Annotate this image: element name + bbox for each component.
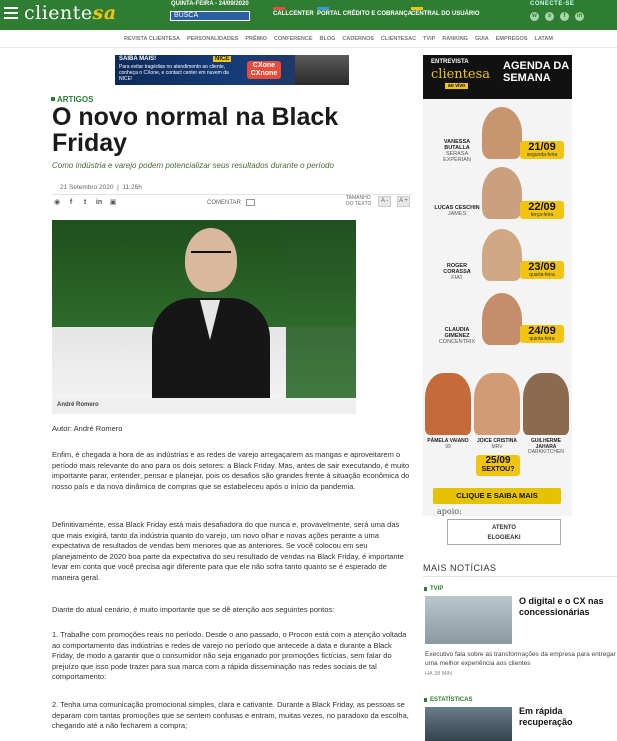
sponsor-box[interactable] [447, 519, 561, 545]
date-badge: 21/09 segunda-feira [520, 141, 564, 159]
agenda-widget[interactable] [423, 55, 572, 516]
linkedin-icon[interactable]: in [576, 13, 583, 19]
article-time: 11:26h [122, 184, 142, 191]
guest-photo [482, 293, 522, 345]
more-news-heading: MAIS NOTÍCIAS [423, 563, 497, 573]
guest-photo [474, 373, 520, 435]
article-title: O novo normal na Black Friday [52, 103, 339, 157]
article-paragraph: Enfim, é chegada a hora de as indústrias e as redes de varejo arregaçarem as mangas e aproveitarem o período mais relevante do ano para os dois setores: a Black Friday. Mas, antes de sair executando, é muito importante parar, entender, pensar e planejar, pois os desafios são grandes frente à situação econômica do nosso país e da nova dinâmica de compras que se estabeleceu após o início da pandemia. [52, 450, 410, 491]
news-time: HÁ 38 MIN [425, 671, 452, 677]
agenda-slot [423, 291, 572, 349]
date-badge: 24/09 quinta-feira [520, 325, 564, 343]
nav-item-conference[interactable]: CONFERENCE [274, 36, 313, 42]
font-increase-button[interactable]: A + [397, 196, 410, 207]
article-paragraph: Diante do atual cenário, é muito importante que se dê atenção aos seguintes pontos: [52, 605, 335, 614]
central-color-bar [411, 7, 423, 10]
central-usuario-link[interactable]: CENTRAL DO USUÁRIO [411, 7, 480, 17]
nav-item-revista[interactable]: REVISTA CLIENTESA [124, 36, 180, 42]
connect-label: CONECTE-SE [530, 1, 575, 7]
article-paragraph: Definitivamente, essa Black Friday está mais desafiadora do que nunca e, provavelmente, será uma das que mais exigirá, tanto da indústria quanto do varejo, um novo olhar e novas ações perante a uma expectativa de resultados de vendas bem menores que as anteriores. Se você colocou em seu planejamento de 2020 boa parte da expectativa do seu resultado de vendas na Black Friday, é importante levar em conta que você precisa agir diferente para que ele não sofra tanto quanto se é esperado de maneira geral. [52, 520, 404, 582]
sponsor-elogieaki: ELOGIEAKI [487, 535, 521, 541]
entrevista-label: ENTREVISTA [431, 59, 469, 65]
article-author: Autor: André Romero [52, 424, 123, 433]
nav-item-guia[interactable]: GUIA [474, 36, 489, 42]
nav-item-clientesac[interactable]: CLIENTESAC [380, 36, 417, 42]
ao-vivo-badge: ao vivo [445, 83, 468, 89]
photo-person-head [185, 228, 237, 292]
callcenter-link[interactable]: CALLCENTER [273, 7, 314, 17]
guest-name: JOICE CRISTINA MRV [476, 438, 517, 450]
guest-photo [482, 167, 522, 219]
date-badge: 22/09 terça-feira [520, 201, 564, 219]
facebook-share-icon[interactable]: f [69, 199, 73, 206]
nav-item-cadernos[interactable]: CADERNOS [342, 36, 374, 42]
guest-photo [425, 373, 471, 435]
guest-name: LUCAS CESCHIN JAMES [434, 205, 480, 217]
agenda-title: AGENDA DA SEMANA [503, 60, 569, 84]
whatsapp-share-icon[interactable]: ◉ [53, 199, 61, 206]
article-subtitle: Como indústria e varejo podem potencializar seus resultados durante o período [52, 161, 334, 170]
nav-item-ranking[interactable]: RANKING [442, 36, 468, 42]
ad-banner[interactable] [115, 55, 349, 85]
guest-name: ROGER CORASSA FIAT [443, 263, 471, 281]
guest-photo [523, 373, 569, 435]
news-title[interactable]: Em rápida recuperação [519, 706, 573, 727]
more-news-divider [423, 576, 617, 577]
twitter-share-icon[interactable]: t [83, 199, 87, 206]
saiba-mais-button[interactable]: CLIQUE E SAIBA MAIS [433, 488, 561, 504]
comment-link[interactable]: COMENTAR [207, 200, 241, 206]
skype-icon[interactable]: s [545, 12, 554, 21]
guest-name: PÂMELA VAIANO 99 [427, 438, 469, 450]
news-summary: Executivo fala sobre as transformações da empresa para entregar uma melhor experiência aos clientes [425, 651, 616, 667]
nav-item-empregos[interactable]: EMPREGOS [495, 36, 528, 42]
news-thumbnail[interactable] [425, 707, 512, 741]
nav-divider [0, 47, 617, 48]
nav-item-tvip[interactable]: TVIP [423, 36, 436, 42]
banner-person-image [295, 55, 349, 85]
social-links [530, 12, 584, 21]
font-decrease-button[interactable]: A - [378, 196, 391, 207]
agenda-slot [423, 165, 572, 223]
current-date: QUINTA-FEIRA - 24/09/2020 [171, 1, 249, 7]
sponsor-atento: ATENTO [491, 525, 517, 531]
print-icon[interactable]: ▣ [109, 199, 117, 206]
photo-caption: André Romero [52, 398, 356, 414]
article-photo [52, 220, 356, 398]
guest-photo [482, 229, 522, 281]
portal-color-bar [317, 7, 329, 10]
agenda-slot [423, 227, 572, 285]
date-badge: 23/09 quarta-feira [520, 261, 564, 279]
main-nav [0, 32, 617, 46]
news-category[interactable]: ESTATÍSTICAS [430, 697, 473, 703]
menu-icon[interactable] [4, 7, 18, 19]
agenda-header [423, 55, 572, 99]
top-bar [0, 0, 617, 30]
agenda-slot [423, 105, 572, 163]
photo-person-glasses [191, 251, 231, 259]
date-badge: 25/09 SEXTOU? [476, 455, 520, 476]
portal-credito-link[interactable]: PORTAL CRÉDITO E COBRANÇA [317, 7, 412, 17]
guest-name: VANESSA BUTALLA SERASA EXPERIAN [443, 139, 471, 163]
news-title[interactable]: O digital e o CX nas concessionárias [519, 596, 604, 617]
apoio-label: apoio: [437, 507, 462, 516]
text-size-label: TAMANHO DO TEXTO [346, 195, 372, 207]
news-category[interactable]: TVIP [430, 586, 444, 592]
article-date: 21 Setembro 2020 [60, 184, 114, 191]
search-input[interactable]: BUSCA [170, 11, 250, 21]
nav-item-blog[interactable]: BLOG [319, 36, 336, 42]
nice-logo: NICE [215, 56, 230, 62]
linkedin-share-icon[interactable]: in [95, 199, 103, 206]
comment-icon[interactable] [246, 199, 255, 206]
guest-name: GUILHERME JAHARA DARKKITCHEN [528, 438, 564, 455]
entrevista-brand: clientesa [431, 67, 491, 82]
nav-item-latam[interactable]: LATAM [534, 36, 553, 42]
nav-item-premio[interactable]: PRÊMIO [245, 36, 268, 42]
share-bar [52, 198, 118, 208]
cxone-logo: CXone CXnone [247, 61, 281, 79]
article-category[interactable]: ARTIGOS [57, 95, 94, 104]
guest-name: CLAUDIA GIMENEZ CONCENTRIX [438, 327, 476, 345]
photo-bg [286, 220, 356, 398]
site-logo[interactable]: clientesa [24, 2, 117, 24]
article-meta: 21 Setembro 2020 | 11:26h [60, 184, 142, 191]
banner-headline: SAIBA MAIS! [119, 56, 157, 62]
article-paragraph: 1. Trabalhe com promoções reais no período. Desde o ano passado, o Procon está com a atenção voltada ao comportamento das indústrias e redes de varejo no período que antecede a data e durante a Black Friday, de modo a garantir que o consumidor não seja enganado por promoções fictícias, sem falar do prejuízo que isso pode trazer para sua marca com a rápida disseminação nas redes sociais de tal comportamento: [52, 630, 407, 681]
callcenter-color-bar [273, 7, 285, 10]
whatsapp-icon[interactable]: w [530, 12, 539, 21]
facebook-icon[interactable]: f [560, 12, 569, 21]
banner-text: Para evitar tragédias no atendimento ao cliente, conheça o CXone, e contact center em nuvem da NICE! [119, 64, 229, 82]
nav-item-personalidades[interactable]: PERSONALIDADES [186, 36, 239, 42]
guest-photo [482, 107, 522, 159]
article-paragraph: 2. Tenha uma comunicação promocional simples, clara e cativante. Durante a Black Friday, as pessoas se deparam com tantas promoções que se sentem confusas e entram, muitas vezes, no paradoxo da escolha, chegando até a não fecharem a compra; [52, 700, 409, 730]
news-thumbnail[interactable] [425, 596, 512, 644]
